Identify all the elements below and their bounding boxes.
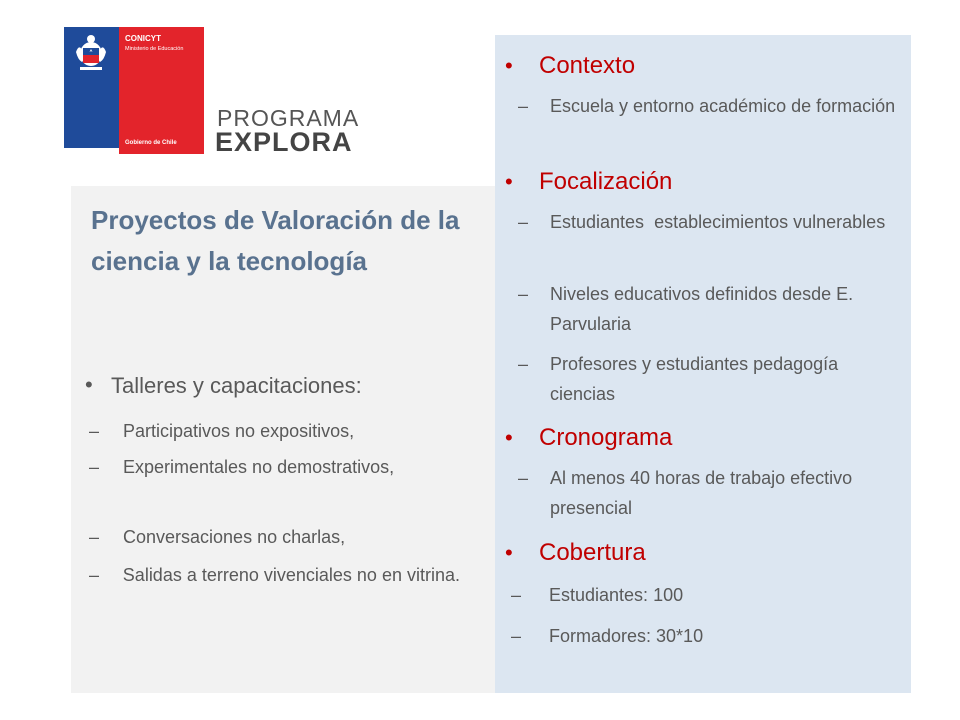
list-item xyxy=(511,580,896,610)
list-item-text: Conversaciones no charlas, xyxy=(123,527,346,547)
dash-icon: – xyxy=(518,468,529,488)
bullet-icon: • xyxy=(505,540,513,565)
right-panel xyxy=(495,35,911,693)
section-heading-contexto xyxy=(505,52,635,80)
logo-org: CONICYT xyxy=(125,34,161,43)
logo-blue-block xyxy=(64,27,119,154)
left-bullet-label: Talleres y capacitaciones: xyxy=(111,373,362,398)
list-item-text: Estudiantes establecimientos vulnerables xyxy=(550,212,886,232)
dash-icon: – xyxy=(518,212,529,232)
list-item-text: Participativos no expositivos, xyxy=(123,421,355,441)
dash-icon: – xyxy=(89,421,100,441)
dash-icon: – xyxy=(518,96,529,116)
dash-icon: – xyxy=(89,457,100,477)
bullet-icon: • xyxy=(85,372,93,397)
logo-government: Gobierno de Chile xyxy=(125,140,177,146)
dash-icon: – xyxy=(511,585,522,605)
list-item-text: Profesores y estudiantes pedagogía ciencias xyxy=(550,354,839,404)
list-item xyxy=(518,207,903,237)
list-item xyxy=(518,349,903,409)
left-title: Proyectos de Valoración de la ciencia y la tecnología xyxy=(91,205,460,276)
left-panel xyxy=(71,186,495,693)
chile-coat-of-arms-icon xyxy=(70,32,112,74)
left-bullet xyxy=(85,374,362,398)
list-item xyxy=(89,522,469,552)
logo-ministry: Ministerio de Educación xyxy=(125,46,184,52)
section-heading-focalizacion xyxy=(505,168,672,196)
logo-explora-text: EXPLORA xyxy=(215,127,353,157)
list-item-text: Niveles educativos definidos desde E. Parvularia xyxy=(550,284,854,334)
list-item xyxy=(518,463,903,523)
conicyt-logo xyxy=(64,27,204,154)
logo-programa-text: PROGRAMA xyxy=(217,105,360,131)
list-item xyxy=(518,91,903,121)
dash-icon: – xyxy=(518,284,529,304)
list-item-text: Salidas a terreno vivenciales no en vitrina. xyxy=(122,565,460,585)
list-item-text: Formadores: 30*10 xyxy=(549,626,704,646)
dash-icon: – xyxy=(511,626,522,646)
list-item-text: Experimentales no demostrativos, xyxy=(123,457,395,477)
list-item xyxy=(89,416,469,446)
list-item xyxy=(89,560,469,590)
section-heading-text: Focalización xyxy=(539,168,673,195)
list-item-text: Escuela y entorno académico de formación xyxy=(550,96,896,116)
bullet-icon: • xyxy=(505,425,513,450)
section-heading-text: Cobertura xyxy=(539,539,646,566)
section-heading-cobertura xyxy=(505,539,646,567)
list-item xyxy=(511,621,896,651)
list-item-text: Estudiantes: 100 xyxy=(549,585,684,605)
section-heading-cronograma xyxy=(505,424,672,452)
dash-icon: – xyxy=(89,565,100,585)
section-heading-text: Cronograma xyxy=(539,424,673,451)
section-heading-text: Contexto xyxy=(539,52,636,79)
list-item xyxy=(89,452,469,482)
logo-red-block xyxy=(119,27,204,154)
list-item xyxy=(518,279,903,339)
bullet-icon: • xyxy=(505,53,513,78)
list-item-text: Al menos 40 horas de trabajo efectivo presencial xyxy=(550,468,853,518)
bullet-icon: • xyxy=(505,169,513,194)
dash-icon: – xyxy=(89,527,100,547)
dash-icon: – xyxy=(518,354,529,374)
